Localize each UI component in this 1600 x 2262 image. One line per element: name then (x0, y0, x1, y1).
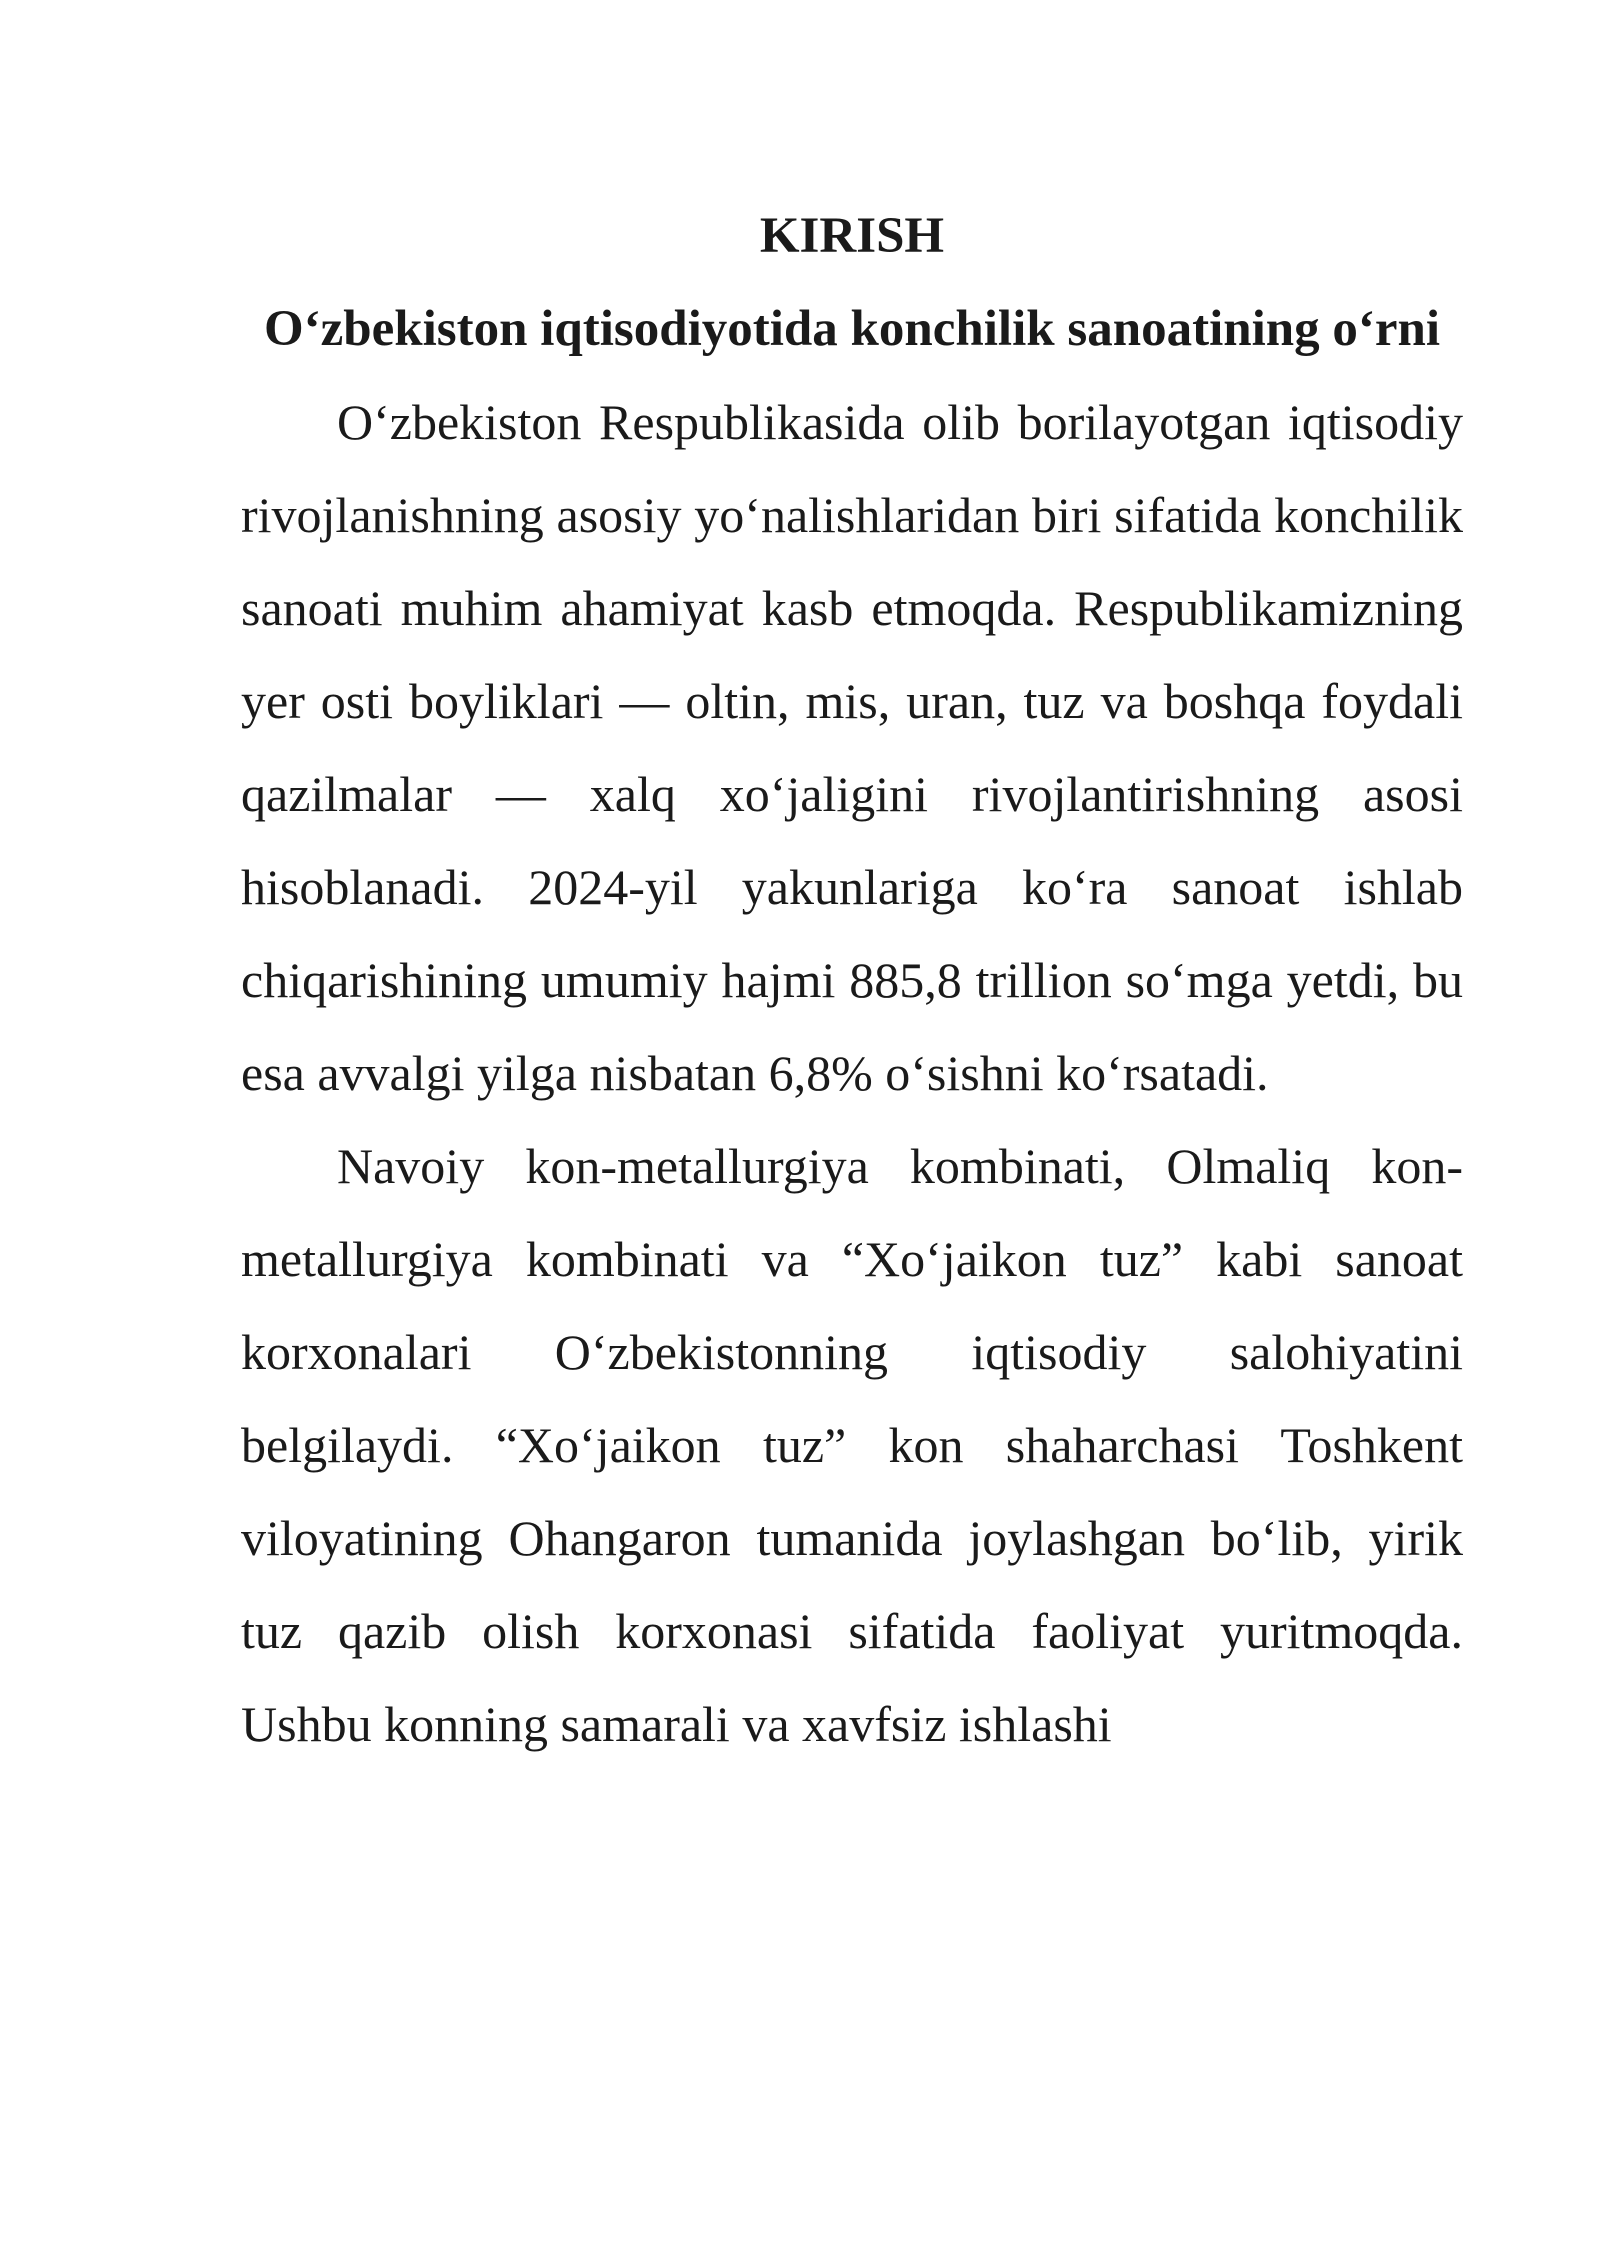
document-page (241, 190, 1463, 1771)
chapter-subtitle: O‘zbekiston iqtisodiyotida konchilik sanoatining o‘rni (263, 301, 1441, 357)
section-title: KIRISH (759, 208, 945, 264)
paragraph-2: Navoiy kon-metallurgiya kombinati, Olmaliq kon-metallurgiya kombinati va “Xo‘jaikon tuz” kabi sanoat korxonalari O‘zbekistonning iqtisodiy salohiyatini belgilaydi. “Xo‘jaikon tuz” kon shaharchasi Toshkent viloyatining Ohangaron tumanida joylashgan bo‘lib, yirik tuz qazib olish korxonasi sifatida faoliyat yuritmoqda. Ushbu konning samarali va xavfsiz ishlashi (241, 1138, 1463, 1752)
paragraph-1: O‘zbekiston Respublikasida olib borilayotgan iqtisodiy rivojlanishning asosiy yo‘nalishlaridan biri sifatida konchilik sanoati muhim ahamiyat kasb etmoqda. Respublikamizning yer osti boyliklari — oltin, mis, uran, tuz va boshqa foydali qazilmalar — xalq xo‘jaligini rivojlantirishning asosi hisoblanadi. 2024-yil yakunlariga ko‘ra sanoat ishlab chiqarishining umumiy hajmi 885,8 trillion so‘mga yetdi, bu esa avvalgi yilga nisbatan 6,8% o‘sishni ko‘rsatadi. (241, 394, 1463, 1101)
